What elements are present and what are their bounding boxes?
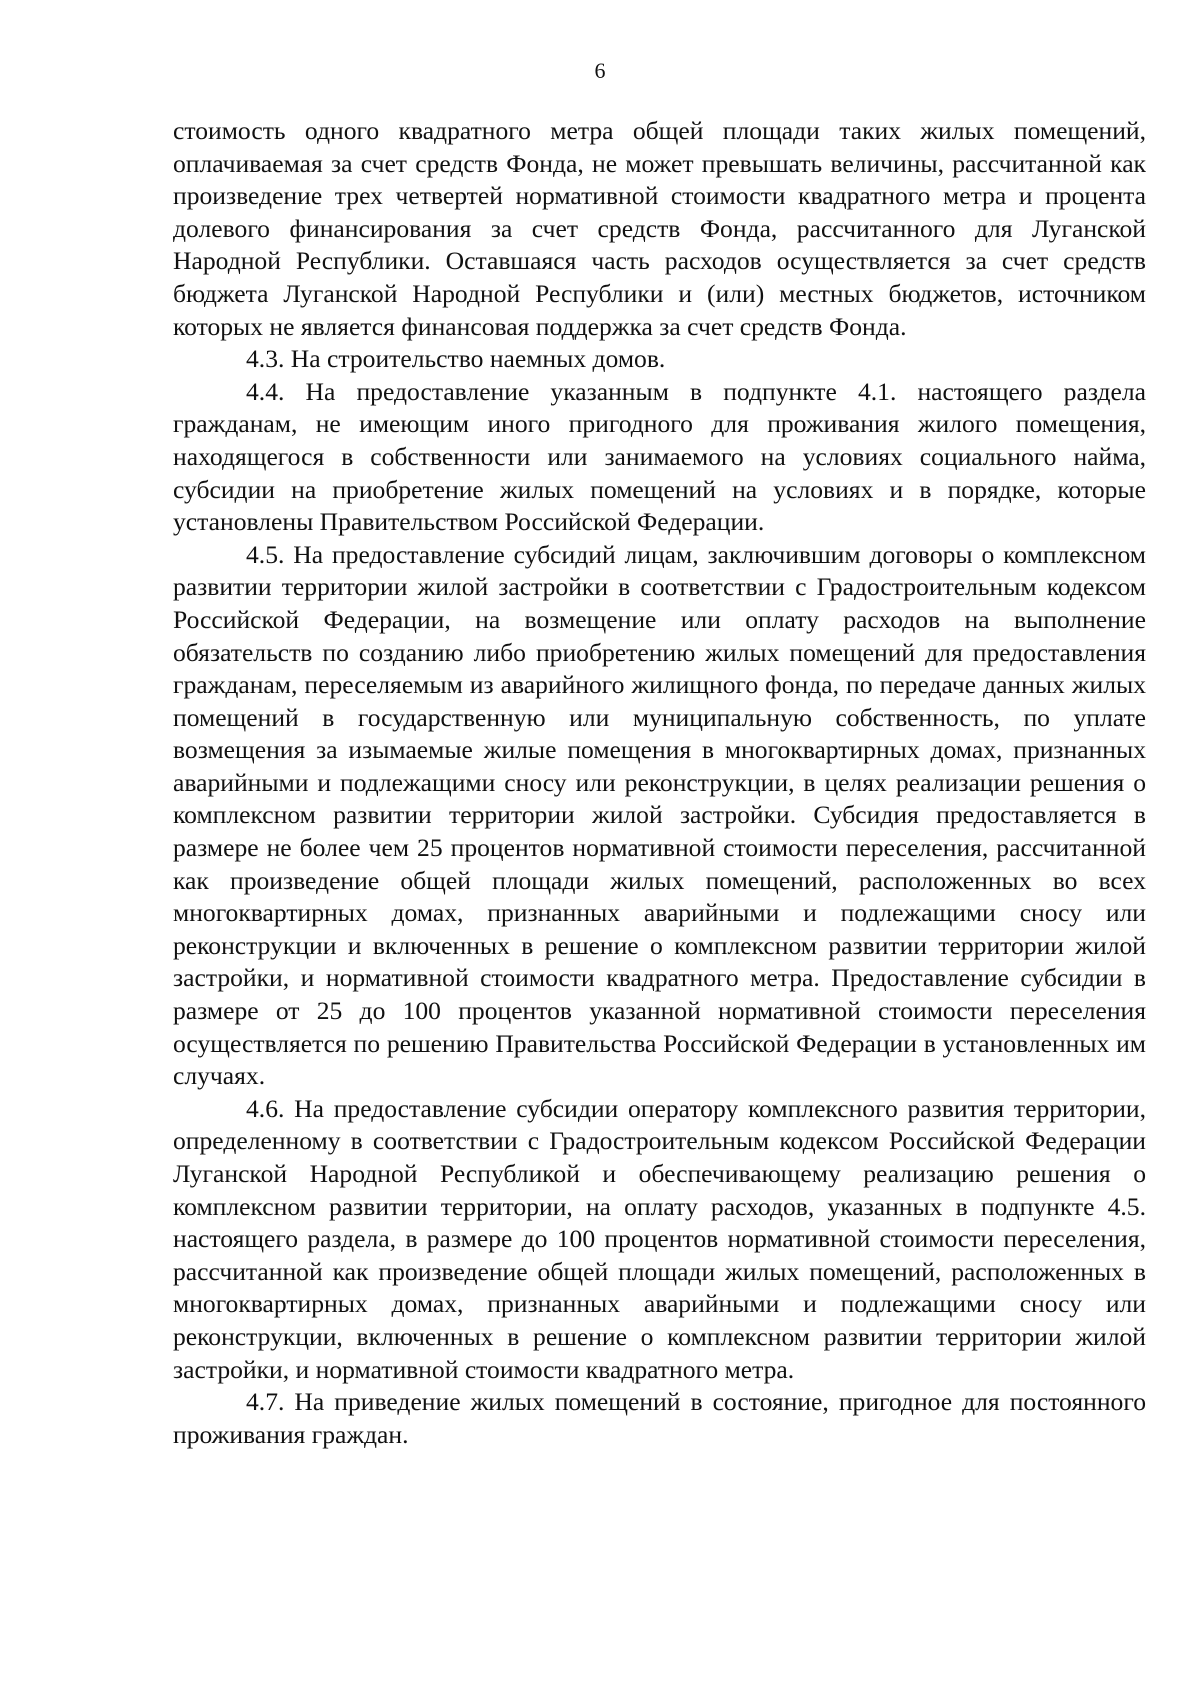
page-number: 6 [594, 58, 606, 83]
document-body [173, 115, 1146, 1451]
paragraph-4-6: 4.6. На предоставление субсидии оператору комплексного развития территории, определенному в соответствии с Градостроительным кодексом Российской Федерации Луганской Народной Республикой и обеспечивающему реализацию решения о комплексном развитии территории, на оплату расходов, указанных в подпункте 4.5. настоящего раздела, в размере до 100 процентов нормативной стоимости переселения, рассчитанной как произведение общей площади жилых помещений, расположенных в многоквартирных домах, признанных аварийными и подлежащими сносу или реконструкции, включенных в решение о комплексном развитии территории жилой застройки, и нормативной стоимости квадратного метра. [173, 1093, 1146, 1384]
paragraph-4-3: 4.3. На строительство наемных домов. [246, 344, 666, 374]
paragraph-4-4: 4.4. На предоставление указанным в подпункте 4.1. настоящего раздела гражданам, не имеющим иного пригодного для проживания жилого помещения, находящегося в собственности или занимаемого на условиях социального найма, субсидии на приобретение жилых помещений на условиях и в порядке, которые установлены Правительством Российской Федерации. [173, 376, 1146, 537]
paragraph-4-7: 4.7. На приведение жилых помещений в состояние, пригодное для постоянного проживания граждан. [173, 1387, 1146, 1449]
paragraph-continuation: стоимость одного квадратного метра общей площади таких жилых помещений, оплачиваемая за счет средств Фонда, не может превышать величины, рассчитанной как произведение трех четвертей нормативной стоимости квадратного метра и процента долевого финансирования за счет средств Фонда, рассчитанного для Луганской Народной Республики. Оставшаяся часть расходов осуществляется за счет средств бюджета Луганской Народной Республики и (или) местных бюджетов, источником которых не является финансовая поддержка за счет средств Фонда. [173, 116, 1146, 341]
paragraph-4-5: 4.5. На предоставление субсидий лицам, заключившим договоры о комплексном развитии территории жилой застройки в соответствии с Градостроительным кодексом Российской Федерации, на возмещение или оплату расходов на выполнение обязательств по созданию либо приобретению жилых помещений для предоставления гражданам, переселяемым из аварийного жилищного фонда, по передаче данных жилых помещений в государственную или муниципальную собственность, по уплате возмещения за изымаемые жилые помещения в многоквартирных домах, признанных аварийными и подлежащими сносу или реконструкции, в целях реализации решения о комплексном развитии территории жилой застройки. Субсидия предоставляется в размере не более чем 25 процентов нормативной стоимости переселения, рассчитанной как произведение общей площади жилых помещений, расположенных во всех многоквартирных домах, признанных аварийными и подлежащими сносу или реконструкции и включенных в решение о комплексном развитии территории жилой застройки, и нормативной стоимости квадратного метра. Предоставление субсидии в размере от 25 до 100 процентов указанной нормативной стоимости переселения осуществляется по решению Правительства Российской Федерации в установленных им случаях. [173, 539, 1146, 1091]
